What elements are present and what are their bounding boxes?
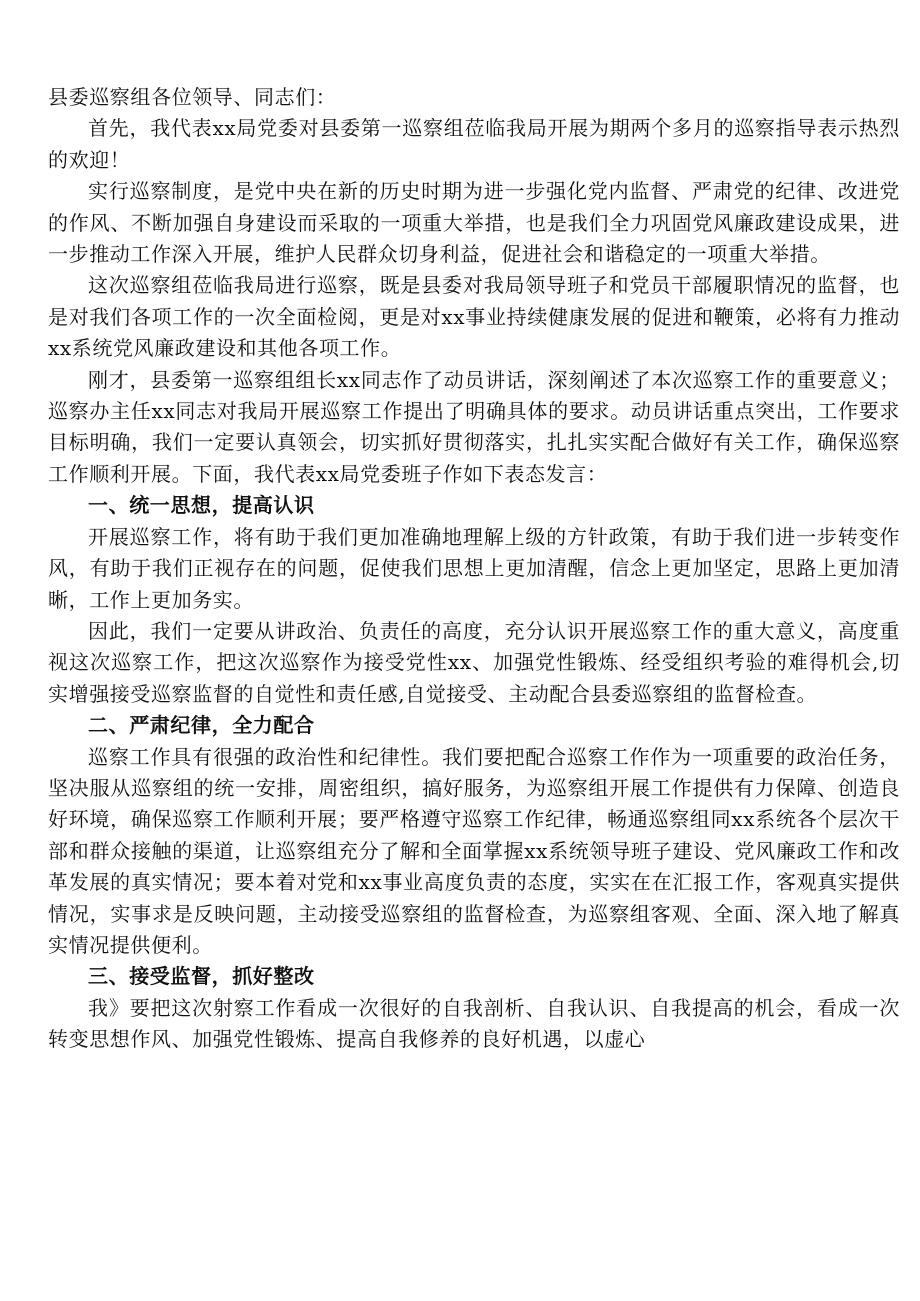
intro-paragraph-3: 这次巡察组莅临我局进行巡察，既是县委对我局领导班子和党员干部履职情况的监督，也是对我们各项工作的一次全面检阅，更是对xx事业持续健康发展的促进和鞭策，必将有力推动xx系统党风廉政建设和其他各项工作。 bbox=[48, 273, 900, 361]
intro-paragraph-2: 实行巡察制度，是党中央在新的历史时期为进一步强化党内监督、严肃党的纪律、改进党的作风、不断加强自身建设而采取的一项重大举措，也是我们全力巩固党风廉政建设成果，进一步推动工作深入开展，维护人民群众切身利益，促进社会和谐稳定的一项重大举措。 bbox=[48, 179, 900, 267]
section-1-paragraph-1: 开展巡察工作，将有助于我们更加准确地理解上级的方针政策，有助于我们进一步转变作风，有助于我们正视存在的问题，促使我们思想上更加清醒，信念上更加坚定，思路上更加清晰，工作上更加务实。 bbox=[48, 524, 900, 612]
section-3-heading: 三、接受监督，抓好整改 bbox=[88, 964, 315, 989]
section-2-paragraph-1: 巡察工作具有很强的政治性和纪律性。我们要把配合巡察工作作为一项重要的政治任务，坚决服从巡察组的统一安排，周密组织，搞好服务，为巡察组开展工作提供有力保障、创造良好环境，确保巡察工作顺利开展；要严格遵守巡察工作纪律，畅通巡察组同xx系统各个层次干部和群众接触的渠道，让巡察组充分了解和全面掌握xx系统领导班子建设、党风廉政工作和改革发展的真实情况；要本着对党和xx事业高度负责的态度，实实在在汇报工作，客观真实提供情况，实事求是反映问题，主动接受巡察组的监督检查，为巡察组客观、全面、深入地了解真实情况提供便利。 bbox=[48, 744, 900, 957]
section-3-paragraph-1: 我》要把这次射察工作看成一次很好的自我剖析、自我认识、自我提高的机会，看成一次转变思想作风、加强党性锻炼、提高自我修养的良好机遇，以虚心 bbox=[48, 995, 900, 1052]
intro-paragraph-1: 首先，我代表xx局党委对县委第一巡察组莅临我局开展为期两个多月的巡察指导表示热烈的欢迎！ bbox=[48, 116, 900, 172]
section-1-paragraph-2: 因此，我们一定要从讲政治、负责任的高度，充分认识开展巡察工作的重大意义，高度重视这次巡察工作，把这次巡察作为接受党性xx、加强党性锻炼、经受组织考验的难得机会,切实增强接受巡察监督的自觉性和责任感,自觉接受、主动配合县委巡察组的监督检查。 bbox=[48, 618, 900, 706]
document-page bbox=[48, 82, 900, 1056]
section-1-heading: 一、统一思想，提高认识 bbox=[88, 493, 315, 518]
intro-paragraph-4: 刚才，县委第一巡察组组长xx同志作了动员讲话，深刻阐述了本次巡察工作的重要意义；巡察办主任xx同志对我局开展巡察工作提出了明确具体的要求。动员讲话重点突出，工作要求目标明确，我们一定要认真领会，切实抓好贯彻落实，扎扎实实配合做好有关工作，确保巡察工作顺利开展。下面，我代表xx局党委班子作如下表态发言： bbox=[48, 367, 900, 486]
section-2-heading: 二、严肃纪律，全力配合 bbox=[88, 713, 315, 738]
salutation: 县委巡察组各位领导、同志们： bbox=[48, 85, 337, 109]
